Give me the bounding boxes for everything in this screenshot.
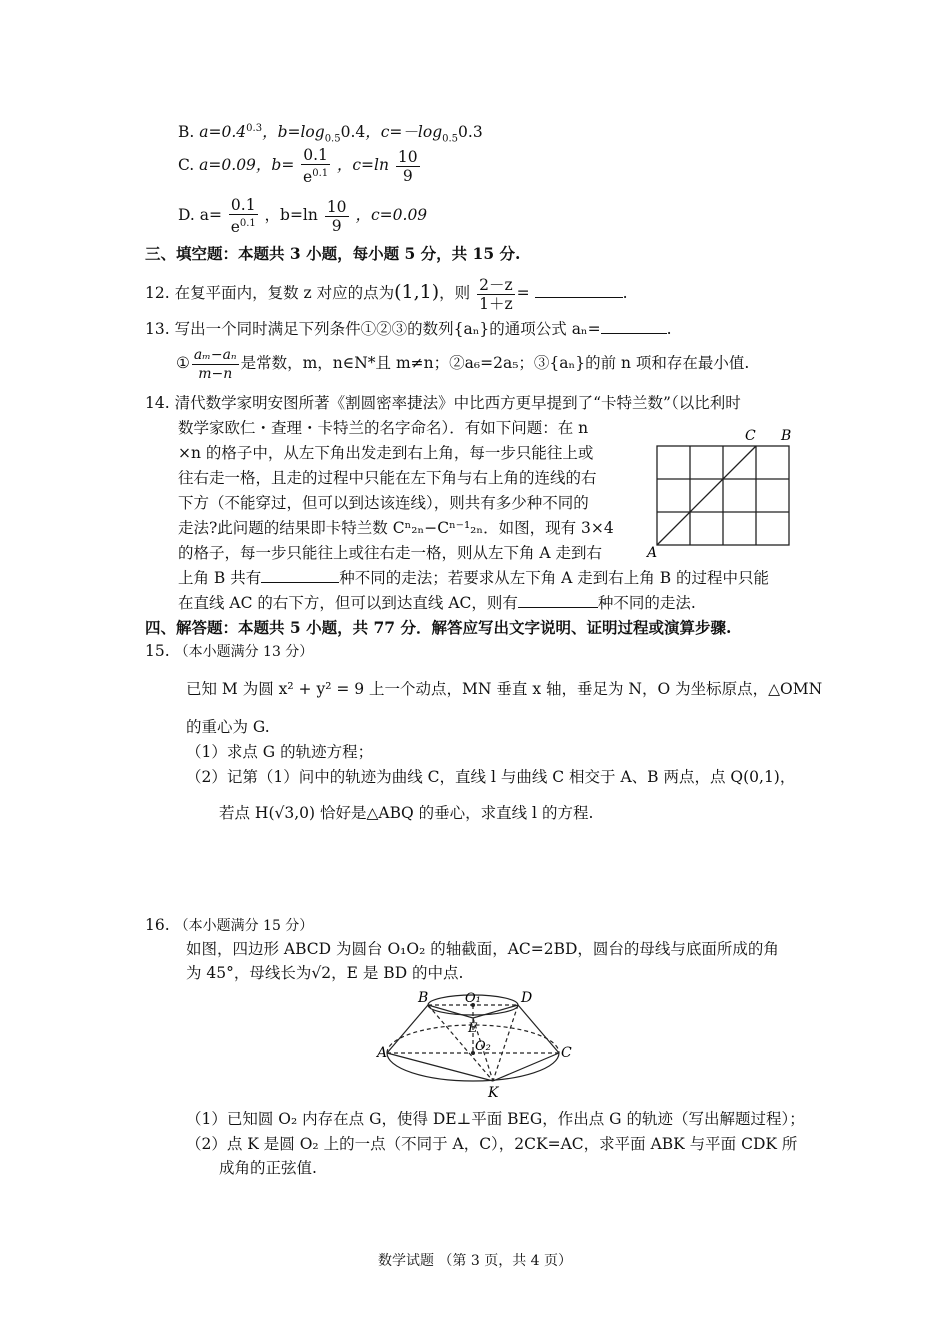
q15-part-2-cont: 若点 H(√3,0) 恰好是△ABQ 的垂心，求直线 l 的方程. <box>219 804 594 822</box>
q14-line-3: ×n 的格子中，从左下角出发走到右上角，每一步只能往上或 <box>178 444 594 462</box>
bottom-circle-front <box>387 1053 559 1081</box>
question-16-header: 16. （本小题满分 15 分） <box>145 916 314 934</box>
q14-line-6: 走法?此问题的结果即卡特兰数 Cⁿ₂ₙ−Cⁿ⁻¹₂ₙ．如图，现有 3×4 <box>178 519 614 537</box>
q11-option-d: D. a= $\frac{0.1}{e^{0.1}}$ ，b=ln $\frac{10}{9}$ ，c=0.09 <box>178 195 428 237</box>
question-12: 12. 在复平面内，复数 z 对应的点为(1,1)，则 $\frac{2-z}{1+z}$ = . <box>145 275 628 313</box>
q14-grid-figure <box>645 424 805 559</box>
q16-line-2: 为 45°，母线长为√2，E 是 BD 的中点. <box>186 964 464 982</box>
label-o1: O₁ <box>465 991 481 1006</box>
q14-line-5: 下方（不能穿过，但可以到达该连线），则共有多少种不同的 <box>178 494 589 512</box>
q14-line-9: 在直线 AC 的右下方，但可以到达直线 AC，则有 种不同的走法. <box>178 594 696 612</box>
label-b: B <box>418 990 429 1006</box>
q14-line-2: 数学家欧仁・查理・卡特兰的名字命名）．有如下问题：在 n <box>178 419 589 437</box>
label-a: A <box>647 545 658 559</box>
label-e: E <box>468 1021 478 1036</box>
q15-line-1: 已知 M 为圆 x² + y² = 9 上一个动点，MN 垂直 x 轴，垂足为 N，O 为坐标原点，△OMN <box>186 680 823 698</box>
q16-part-2-cont: 成角的正弦值. <box>219 1159 317 1177</box>
label-k: K <box>488 1085 499 1101</box>
diagonal-ac <box>657 446 756 545</box>
label-o2: O₂ <box>475 1039 491 1054</box>
q13-conditions: ① $\frac{\text{aₘ−aₙ}}{m-n}$ 是常数，m，n∈N*且 m≠n；②a₆=2a₅；③{aₙ}的前 n 项和存在最小值. <box>176 346 750 382</box>
q16-part-2: （2）点 K 是圆 O₂ 上的一点（不同于 A，C），2CK=AC，求平面 ABK 与平面 CDK 所 <box>186 1135 798 1153</box>
q14-answer-blank-2[interactable] <box>518 593 598 608</box>
section-4-heading: 四、解答题：本题共 5 小题，共 77 分．解答应写出文字说明、证明过程或演算步骤. <box>145 618 732 637</box>
q15-part-2: （2）记第（1）问中的轨迹为曲线 C，直线 l 与曲线 C 相交于 A、B 两点，点 Q(0,1)， <box>186 768 796 786</box>
label-d: D <box>521 990 533 1006</box>
q14-line-7: 的格子，每一步只能往上或往右走一格，则从左下角 A 走到右 <box>178 544 603 562</box>
question-15-header: 15. （本小题满分 13 分） <box>145 642 314 660</box>
q15-line-2: 的重心为 G. <box>186 718 270 736</box>
q12-answer-blank[interactable] <box>535 283 623 298</box>
label-b: B <box>781 428 792 444</box>
label-c: C <box>745 428 756 444</box>
question-14-line-1: 14. 清代数学家明安图所著《割圆密率捷法》中比西方更早提到了“卡特兰数”（以比利时 <box>145 394 741 412</box>
q15-part-1: （1）求点 G 的轨迹方程； <box>186 743 374 761</box>
q13-answer-blank[interactable] <box>601 319 667 334</box>
q16-part-1: （1）已知圆 O₂ 内存在点 G，使得 DE⊥平面 BEG，作出点 G 的轨迹（写出解题过程）； <box>186 1110 805 1128</box>
question-13: 13. 写出一个同时满足下列条件①②③的数列{aₙ}的通项公式 aₙ= . <box>145 320 672 338</box>
q11-option-b: B. $a=0.4^{0.3}$，$b=\log_{0.5}0.4$，$c=-\log_{0.5}0.3$ <box>178 123 483 145</box>
section-3-heading: 三、填空题：本题共 3 小题，每小题 5 分，共 15 分. <box>145 244 521 263</box>
q14-line-8: 上角 B 共有 种不同的走法；若要求从左下角 A 走到右上角 B 的过程中只能 <box>178 569 770 587</box>
q16-line-1: 如图，四边形 ABCD 为圆台 O₁O₂ 的轴截面，AC=2BD，圆台的母线与底面所成的角 <box>186 940 779 958</box>
q14-answer-blank-1[interactable] <box>261 568 339 583</box>
q11-option-c: C. a=0.09，b= $\frac{0.1}{e^{0.1}}$ ，c=ln $\frac{10}{9}$ <box>178 145 418 187</box>
page-footer: 数学试题 （第 3 页，共 4 页） <box>377 1253 573 1269</box>
q16-frustum-figure <box>375 990 585 1102</box>
label-c: C <box>561 1045 572 1061</box>
q14-line-4: 往右走一格，且走的过程中只能在左下角与右上角的连线的右 <box>178 469 597 487</box>
label-a: A <box>377 1045 388 1061</box>
